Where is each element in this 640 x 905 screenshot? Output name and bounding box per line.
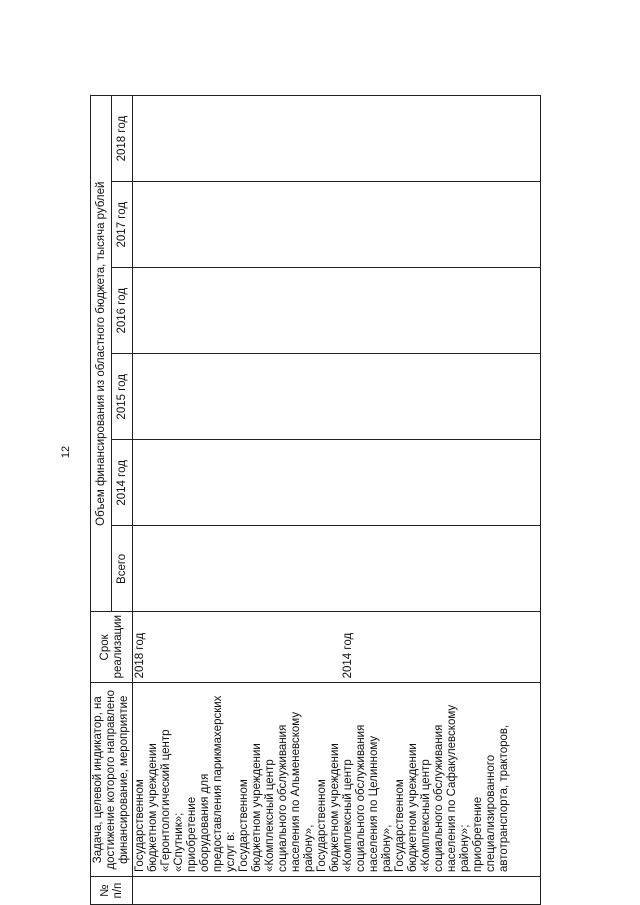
task-line: населения по Целинному <box>368 735 380 873</box>
task-line: «Комплексный центр <box>342 759 354 873</box>
page-number: 12 <box>60 445 72 459</box>
task-line: бюджетном учреждении <box>147 743 159 873</box>
task-line: специализированного <box>485 754 497 873</box>
cell-2014 <box>133 440 541 526</box>
header-year-2016: 2016 год <box>112 268 133 354</box>
task-line: «Комплексный центр <box>420 759 432 873</box>
task-line: Государственном <box>316 779 328 873</box>
cell-2016 <box>133 268 541 354</box>
task-line: «Комплексный центр <box>264 759 276 873</box>
header-year-2015: 2015 год <box>112 354 133 440</box>
term-value-2: 2014 год <box>342 632 354 679</box>
rotated-table-sheet <box>90 95 610 905</box>
cell-total <box>133 526 541 612</box>
cell-2017 <box>133 182 541 268</box>
header-year-2014: 2014 год <box>112 440 133 526</box>
task-line: приобретение <box>472 796 484 873</box>
task-line: автотранспорта, тракторов, <box>498 724 510 873</box>
task-line: услуг в: <box>225 831 237 873</box>
task-line: предоставления парикмахерских <box>212 695 224 873</box>
task-line: бюджетном учреждении <box>407 743 419 873</box>
task-line: социального обслуживания <box>433 724 445 873</box>
cell-task <box>133 683 541 877</box>
cell-term <box>133 612 541 683</box>
task-line: приобретение <box>186 796 198 873</box>
header-number: № п/п <box>91 877 133 905</box>
task-line: населения по Сафакулевскому <box>446 704 458 873</box>
header-task: Задача, целевой индикатор, на достижение которого направлено финансирование, мероприятие <box>91 683 133 877</box>
funding-table <box>90 95 541 905</box>
task-line: бюджетном учреждении <box>251 743 263 873</box>
task-line: Государственном <box>134 779 146 873</box>
header-year-2018: 2018 год <box>112 96 133 182</box>
task-line: «Спутник»; <box>173 812 185 873</box>
task-line: оборудования для <box>199 773 211 873</box>
header-year-2017: 2017 год <box>112 182 133 268</box>
task-line: населения по Альменевскому <box>290 711 302 873</box>
task-line: району»; <box>459 824 471 873</box>
header-row-top <box>91 96 112 905</box>
table-row <box>133 96 541 905</box>
task-line: Государственном <box>238 779 250 873</box>
task-line: району», <box>381 824 393 873</box>
task-line: социального обслуживания <box>277 724 289 873</box>
cell-number <box>133 877 541 905</box>
header-total: Всего <box>112 526 133 612</box>
task-line: Государственном <box>394 779 406 873</box>
cell-2015 <box>133 354 541 440</box>
task-text <box>134 687 511 872</box>
term-value-1: 2018 год <box>134 632 146 679</box>
task-line: району», <box>303 824 315 873</box>
cell-2018 <box>133 96 541 182</box>
header-funding-group: Объем финансирования из областного бюджета, тысяча рублей <box>91 96 112 612</box>
task-line: социального обслуживания <box>355 724 367 873</box>
task-line: «Геронтологический центр <box>160 729 172 873</box>
header-term: Срок реализации <box>91 612 133 683</box>
task-line: бюджетном учреждении <box>329 743 341 873</box>
